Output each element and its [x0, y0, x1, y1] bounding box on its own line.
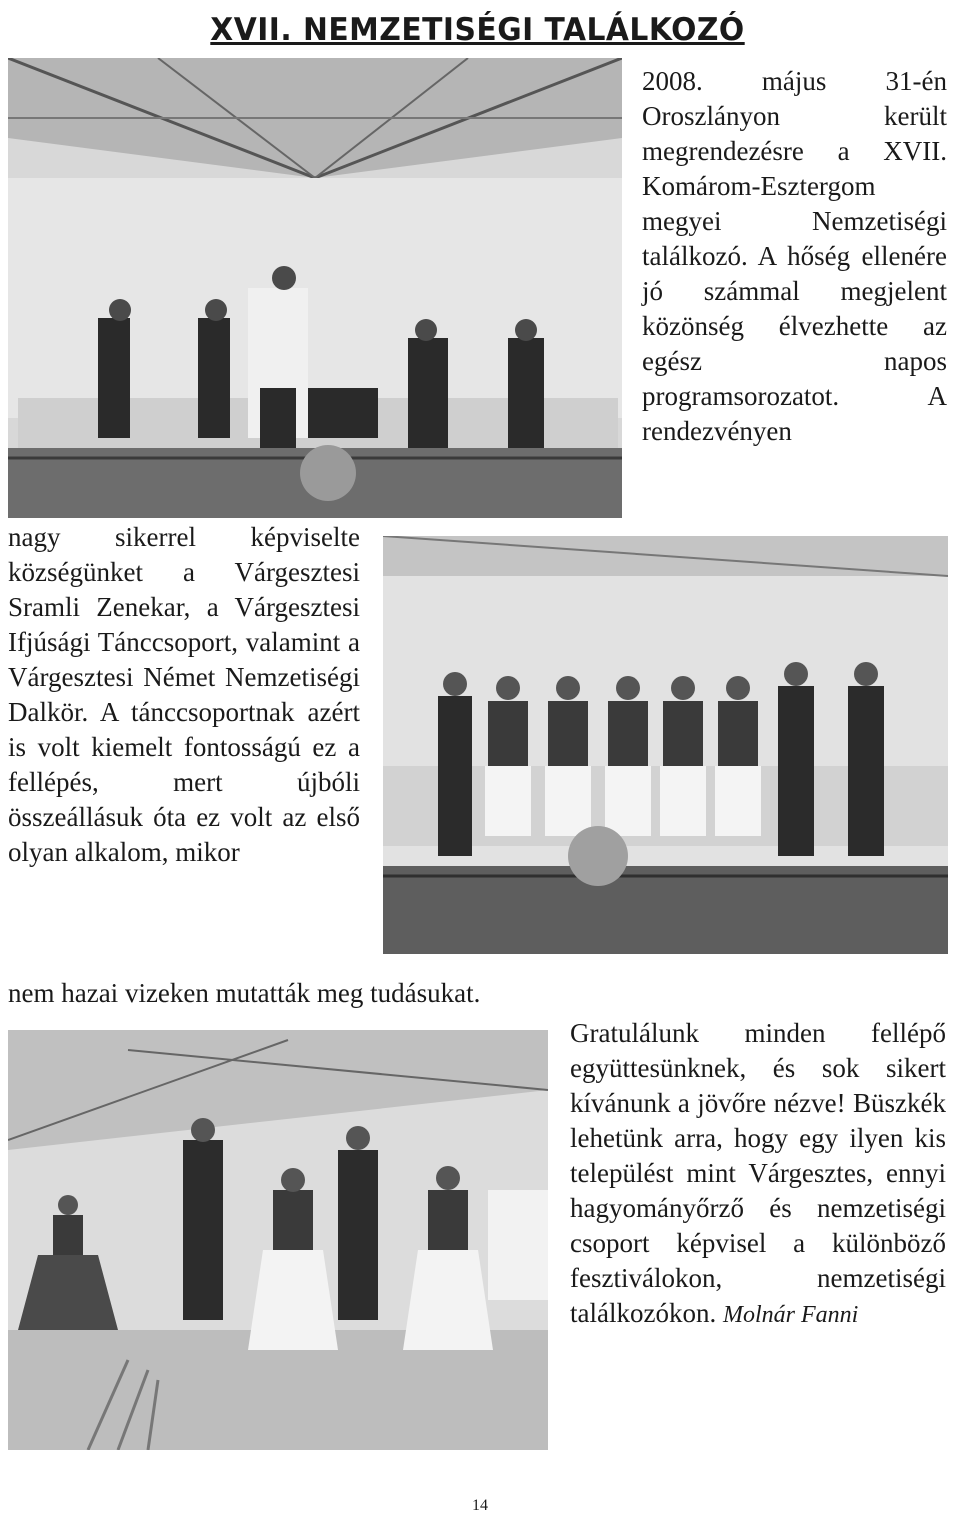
author-name: Molnár Fanni — [722, 1302, 859, 1328]
main-paragraph: nagy sikerrel képviselte községünket a Várgesztesi Sramli Zenekar, a Várgesztesi Ifjúsági Tánccsoport, valamint a Várgesztesi Német Nemzetiségi Dalkör. A tánccsoportnak azért is volt kiemelt fontosságú ez a fellépés, mert újbóli összeállásuk óta ez volt az első olyan alkalom, mikor — [8, 522, 360, 867]
closing-paragraph — [570, 1016, 946, 1333]
page-number: 14 — [472, 1497, 488, 1514]
choir-photo — [383, 536, 948, 954]
main-paragraph-end: nem hazai vizeken mutatták meg tudásukat. — [8, 978, 481, 1008]
article-title: XVII. NEMZETISÉGI TALÁLKOZÓ — [210, 12, 745, 48]
intro-paragraph: 2008. május 31-én Oroszlányon került megrendezésre a XVII. Komárom-Esztergom megyei Nemzetiségi találkozó. A hőség ellenére jó számmal megjelent közönség élvezhette az egész napos programsorozatot. A rendezvényen — [642, 66, 947, 446]
band-photo — [8, 58, 622, 518]
dancers-photo — [8, 1030, 548, 1450]
closing-text: Gratulálunk minden fellépő együttesünknek, és sok sikert kívánunk a jövőre nézve! Büszkék lehetünk arra, hogy egy ilyen kis települést mint Várgesztes, ennyi hagyományőrző és nemzetiségi csoport képvisel a különböző fesztiválokon, nemzetiségi találkozókon. — [570, 1018, 946, 1328]
